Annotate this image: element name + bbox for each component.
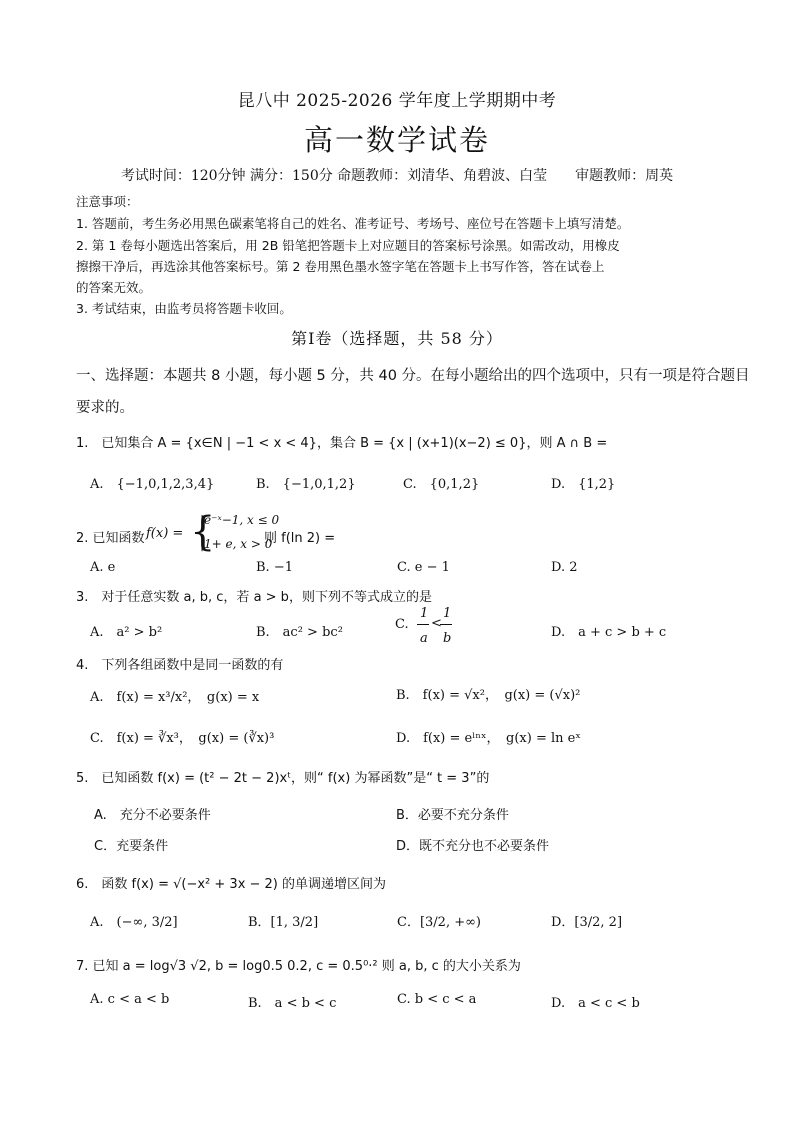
q4-option-d: D. f(x) = eˡⁿˣ， g(x) = ln eˣ [396, 731, 581, 746]
q2-stem-tail: 则 f(ln 2) = [264, 531, 336, 546]
q2-option-a: A. e [90, 560, 116, 575]
q2-case-1: |e⁻ˣ−1, x ≤ 0 [200, 513, 280, 527]
q2-case-2: |1+ e, x > 0 [200, 537, 273, 551]
notice-line: 1. 答题前，考生务必用黑色碳素笔将自己的姓名、准考证号、考场号、座位号在答题卡上填写清楚。 [76, 216, 630, 231]
q1-option-a: A. {−1,0,1,2,3,4} [90, 477, 215, 492]
question-4-stem: 4. 下列各组函数中是同一函数的有 [76, 658, 284, 673]
q2-option-c: C. e − 1 [397, 560, 450, 575]
q2-option-d: D. 2 [551, 560, 578, 575]
q1-option-c: C. {0,1,2} [403, 477, 480, 492]
q1-option-d: D. {1,2} [551, 477, 616, 492]
q3-frac-bar [440, 624, 452, 625]
question-3-stem: 3. 对于任意实数 a, b, c，若 a > b，则下列不等式成立的是 [76, 590, 432, 605]
q7-option-b: B. a < b < c [248, 996, 337, 1011]
section-title: 第Ⅰ卷（选择题，共 58 分） [291, 329, 503, 348]
question-2-stem: 2. 已知函数 [76, 531, 145, 546]
q3-frac-bar [417, 624, 429, 625]
q6-option-a: A. (−∞, 3/2] [90, 915, 178, 930]
question-6-stem: 6. 函数 f(x) = √(−x² + 3x − 2) 的单调递增区间为 [76, 877, 387, 892]
q7-option-c: C. b < c < a [397, 992, 477, 1007]
q7-option-d: D. a < c < b [551, 996, 640, 1011]
q2-function: f(x) = [146, 526, 184, 541]
q3-frac-num-1: 1 [420, 606, 429, 621]
q6-option-b: B．[1, 3/2] [248, 915, 319, 930]
q3-frac-num-2: 1 [443, 606, 452, 621]
school-header: 昆八中 2025-2026 学年度上学期期中考 [237, 91, 557, 111]
q4-option-c: C. f(x) = ∛x³， g(x) = (∛x)³ [90, 731, 275, 746]
notice-heading: 注意事项： [76, 194, 139, 209]
q3-frac-den-2: b [443, 631, 452, 646]
q1-option-b: B. {−1,0,1,2} [256, 477, 356, 492]
exam-title: 高一数学试卷 [303, 123, 490, 157]
q5-option-d: D．既不充分也不必要条件 [396, 839, 550, 854]
q3-option-c: C. [395, 617, 409, 632]
q6-option-c: C．[3/2, +∞) [397, 915, 481, 930]
question-7-stem: 7. 已知 a = log√3 √2, b = log0.5 0.2, c = 0.5⁰·² 则 a, b, c 的大小关系为 [76, 959, 521, 974]
question-5-stem: 5. 已知函数 f(x) = (t² − 2t − 2)xᵗ，则“ f(x) 为幂函数”是“ t = 3”的 [76, 771, 490, 786]
q2-option-b: B. −1 [256, 560, 293, 575]
part-instruction: 一、选择题：本题共 8 小题，每小题 5 分，共 40 分。在每小题给出的四个选项中，只有一项是符合题目 [76, 368, 750, 384]
notice-line: 的答案无效。 [76, 280, 152, 295]
q2-brace-icon: { [190, 509, 216, 555]
notice-line: 擦擦干净后，再选涂其他答案标号。第 2 卷用黑色墨水签字笔在答题卡上书写作答，答在试卷上 [76, 259, 605, 274]
q4-option-a: A. f(x) = x³/x²， g(x) = x [90, 690, 260, 705]
notice-line: 3. 考试结束，由监考员将答题卡收回。 [76, 301, 292, 316]
q5-option-b: B．必要不充分条件 [396, 808, 509, 823]
part-instruction-cont: 要求的。 [76, 400, 134, 416]
q3-less-than: < [431, 616, 442, 631]
q6-option-d: D．[3/2, 2] [551, 915, 623, 930]
q5-option-a: A. 充分不必要条件 [94, 808, 211, 823]
notice-line: 2. 第 1 卷每小题选出答案后，用 2B 铅笔把答题卡上对应题目的答案标号涂黑。如需改动，用橡皮 [76, 238, 620, 253]
q3-option-a: A. a² > b² [90, 625, 163, 640]
q3-frac-den-1: a [420, 631, 428, 646]
q3-option-b: B. ac² > bc² [256, 625, 343, 640]
q5-option-c: C．充要条件 [94, 839, 169, 854]
q4-option-b: B. f(x) = √x²， g(x) = (√x)² [396, 688, 581, 703]
exam-meta: 考试时间：120分钟 满分：150分 命题教师：刘清华、角碧波、白莹 审题教师：周英 [120, 168, 674, 184]
q3-option-d: D. a + c > b + c [551, 625, 667, 640]
q7-option-a: A. c < a < b [90, 992, 170, 1007]
question-1-stem: 1. 已知集合 A = {x∈N | −1 < x < 4}，集合 B = {x | (x+1)(x−2) ≤ 0}，则 A ∩ B = [76, 436, 608, 451]
